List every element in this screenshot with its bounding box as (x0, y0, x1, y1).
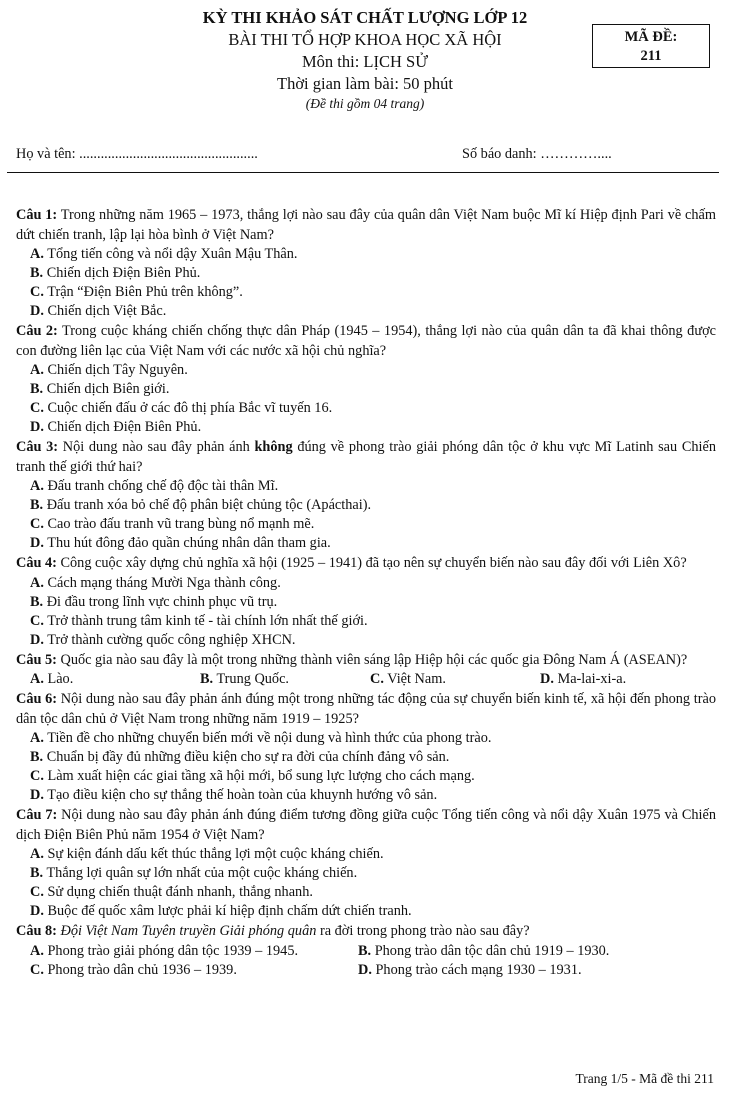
page-count-note: (Đề thi gồm 04 trang) (305, 96, 425, 111)
question-8 (16, 922, 716, 980)
option-c: C. Sử dụng chiến thuật đánh nhanh, thắng nhanh. (30, 884, 313, 900)
question-label: Câu 7: (16, 807, 58, 823)
question-label: Câu 3: (16, 439, 59, 455)
option-b: B. Chuẩn bị đầy đủ những điều kiện cho sự ra đời của chính đảng vô sản. (30, 749, 450, 765)
page-footer: Trang 1/5 - Mã đề thi 211 (575, 1071, 714, 1086)
option-b: B. Phong trào dân tộc dân chủ 1919 – 1930. (358, 942, 610, 959)
question-list (16, 206, 716, 981)
option-a: A. Phong trào giải phóng dân tộc 1939 – 1945. (30, 942, 299, 959)
question-stem (16, 322, 716, 361)
exam-title: KỲ THI KHẢO SÁT CHẤT LƯỢNG LỚP 12 (202, 8, 528, 27)
header-divider (7, 172, 719, 173)
question-stem (16, 690, 716, 729)
question-text: Công cuộc xây dựng chủ nghĩa xã hội (1925 – 1941) đã tạo nên sự chuyển biến nào sau đây đối với Liên Xô? (56, 555, 687, 571)
question-5 (16, 651, 716, 690)
option-c: C. Phong trào dân chủ 1936 – 1939. (30, 961, 237, 978)
question-3 (16, 438, 716, 553)
option-b: B. Thắng lợi quân sự lớn nhất của một cuộc kháng chiến. (30, 865, 358, 881)
option-b: B. Chiến dịch Biên giới. (30, 381, 170, 397)
question-label: Câu 6: (16, 691, 58, 707)
option-a: A. Tổng tiến công và nổi dậy Xuân Mậu Thân. (30, 246, 298, 262)
candidate-name-field: Họ và tên: .................................................. (16, 146, 258, 162)
option-c: C. Việt Nam. (370, 671, 446, 687)
option-a: A. Lào. (30, 671, 74, 687)
option-c: C. Trở thành trung tâm kinh tế - tài chính lớn nhất thế giới. (30, 612, 368, 629)
option-d: D. Phong trào cách mạng 1930 – 1931. (358, 961, 582, 978)
question-6 (16, 690, 716, 805)
option-row (16, 670, 716, 689)
option-a: A. Chiến dịch Tây Nguyên. (30, 362, 188, 378)
question-text: Trong cuộc kháng chiến chống thực dân Pháp (1945 – 1954), thắng lợi nào của quân dân ta đã khai thông được con đường liên lạc của Việt Nam với các nước xã hội chủ nghĩa? (16, 323, 716, 359)
option-c: C. Làm xuất hiện các giai tầng xã hội mới, bổ sung lực lượng cho cách mạng. (30, 768, 475, 784)
exam-code-label: MÃ ĐỀ: (624, 29, 678, 45)
question-2 (16, 322, 716, 437)
exam-code-box (592, 24, 710, 68)
option-c: C. Cao trào đấu tranh vũ trang bùng nổ mạnh mẽ. (30, 516, 315, 532)
question-text: Nội dung nào sau đây phản ánh đúng một trong những tác động của sự chuyển biến kinh tế, xã hội đến phong trào dân tộc dân chủ ở Việt Nam trong những năm 1919 – 1925? (16, 691, 716, 727)
question-label: Câu 8: (16, 923, 57, 939)
question-stem (16, 554, 716, 574)
option-row (16, 961, 716, 980)
question-1 (16, 206, 716, 321)
question-label: Câu 4: (16, 555, 57, 571)
option-b: B. Đấu tranh xóa bỏ chế độ phân biệt chủng tộc (Apácthai). (30, 497, 372, 513)
question-label: Câu 1: (16, 207, 58, 223)
question-stem: Câu 3: Nội dung nào sau đây phản ánh không đúng về phong trào giải phóng dân tộc ở khu vực Mĩ Latinh sau Chiến tranh thế giới thứ hai? (16, 439, 716, 475)
option-a: A. Đấu tranh chống chế độ độc tài thân Mĩ. (30, 478, 279, 494)
option-d: D. Ma-lai-xi-a. (540, 671, 627, 687)
option-d: D. Tạo điều kiện cho sự thắng thế hoàn toàn của khuynh hướng vô sản. (30, 787, 438, 803)
option-d: D. Buộc đế quốc xâm lược phải kí hiệp định chấm dứt chiến tranh. (30, 903, 412, 919)
question-text: Nội dung nào sau đây phản ánh đúng điểm tương đồng giữa cuộc Tổng tiến công và nổi dậy Xuân 1975 và Chiến dịch Điện Biên Phủ năm 1954 ở Việt Nam? (16, 807, 716, 843)
question-label: Câu 2: (16, 323, 58, 339)
option-row (16, 942, 716, 961)
paper-name: BÀI THI TỔ HỢP KHOA HỌC XÃ HỘI (228, 30, 502, 49)
subject-title: Môn thi: LỊCH SỬ (301, 52, 429, 71)
option-d: D. Trở thành cường quốc công nghiệp XHCN. (30, 631, 296, 648)
italic-title: Đội Việt Nam Tuyên truyền Giải phóng quân (56, 923, 317, 939)
option-a: A. Cách mạng tháng Mười Nga thành công. (30, 574, 281, 591)
question-text: Quốc gia nào sau đây là một trong những thành viên sáng lập Hiệp hội các quốc gia Đông Nam Á (ASEAN)? (56, 651, 688, 668)
option-a: A. Sự kiện đánh dấu kết thúc thắng lợi một cuộc kháng chiến. (30, 846, 384, 862)
option-c: C. Trận “Điện Biên Phủ trên không”. (30, 284, 243, 300)
option-a: A. Tiền đề cho những chuyển biến mới về nội dung và hình thức của phong trào. (30, 730, 492, 746)
option-b: B. Trung Quốc. (200, 671, 289, 687)
option-d: D. Chiến dịch Việt Bắc. (30, 303, 167, 319)
question-label: Câu 5: (16, 651, 57, 668)
question-text: Trong những năm 1965 – 1973, thắng lợi nào sau đây của quân dân Việt Nam buộc Mĩ kí Hiệp định Pari về chấm dứt chiến tranh, lập lại hòa bình ở Việt Nam? (16, 207, 716, 243)
option-b: B. Chiến dịch Điện Biên Phủ. (30, 265, 201, 281)
candidate-number-field: Số báo danh: ………….... (462, 146, 612, 162)
exam-code-value: 211 (640, 48, 662, 64)
question-stem (16, 806, 716, 845)
option-c: C. Cuộc chiến đấu ở các đô thị phía Bắc vĩ tuyến 16. (30, 400, 333, 416)
question-4 (16, 554, 716, 650)
duration: Thời gian làm bài: 50 phút (277, 74, 453, 93)
option-d: D. Chiến dịch Điện Biên Phủ. (30, 419, 202, 435)
option-b: B. Đi đầu trong lĩnh vực chinh phục vũ trụ. (30, 593, 278, 610)
question-7 (16, 806, 716, 921)
question-stem (16, 206, 716, 245)
question-stem: Câu 8: Đội Việt Nam Tuyên truyền Giải phóng quân ra đời trong phong trào nào sau đây? (16, 923, 530, 939)
option-d: D. Thu hút đông đảo quần chúng nhân dân tham gia. (30, 535, 331, 551)
question-stem (16, 651, 716, 671)
emphasis-not: không (254, 439, 293, 455)
